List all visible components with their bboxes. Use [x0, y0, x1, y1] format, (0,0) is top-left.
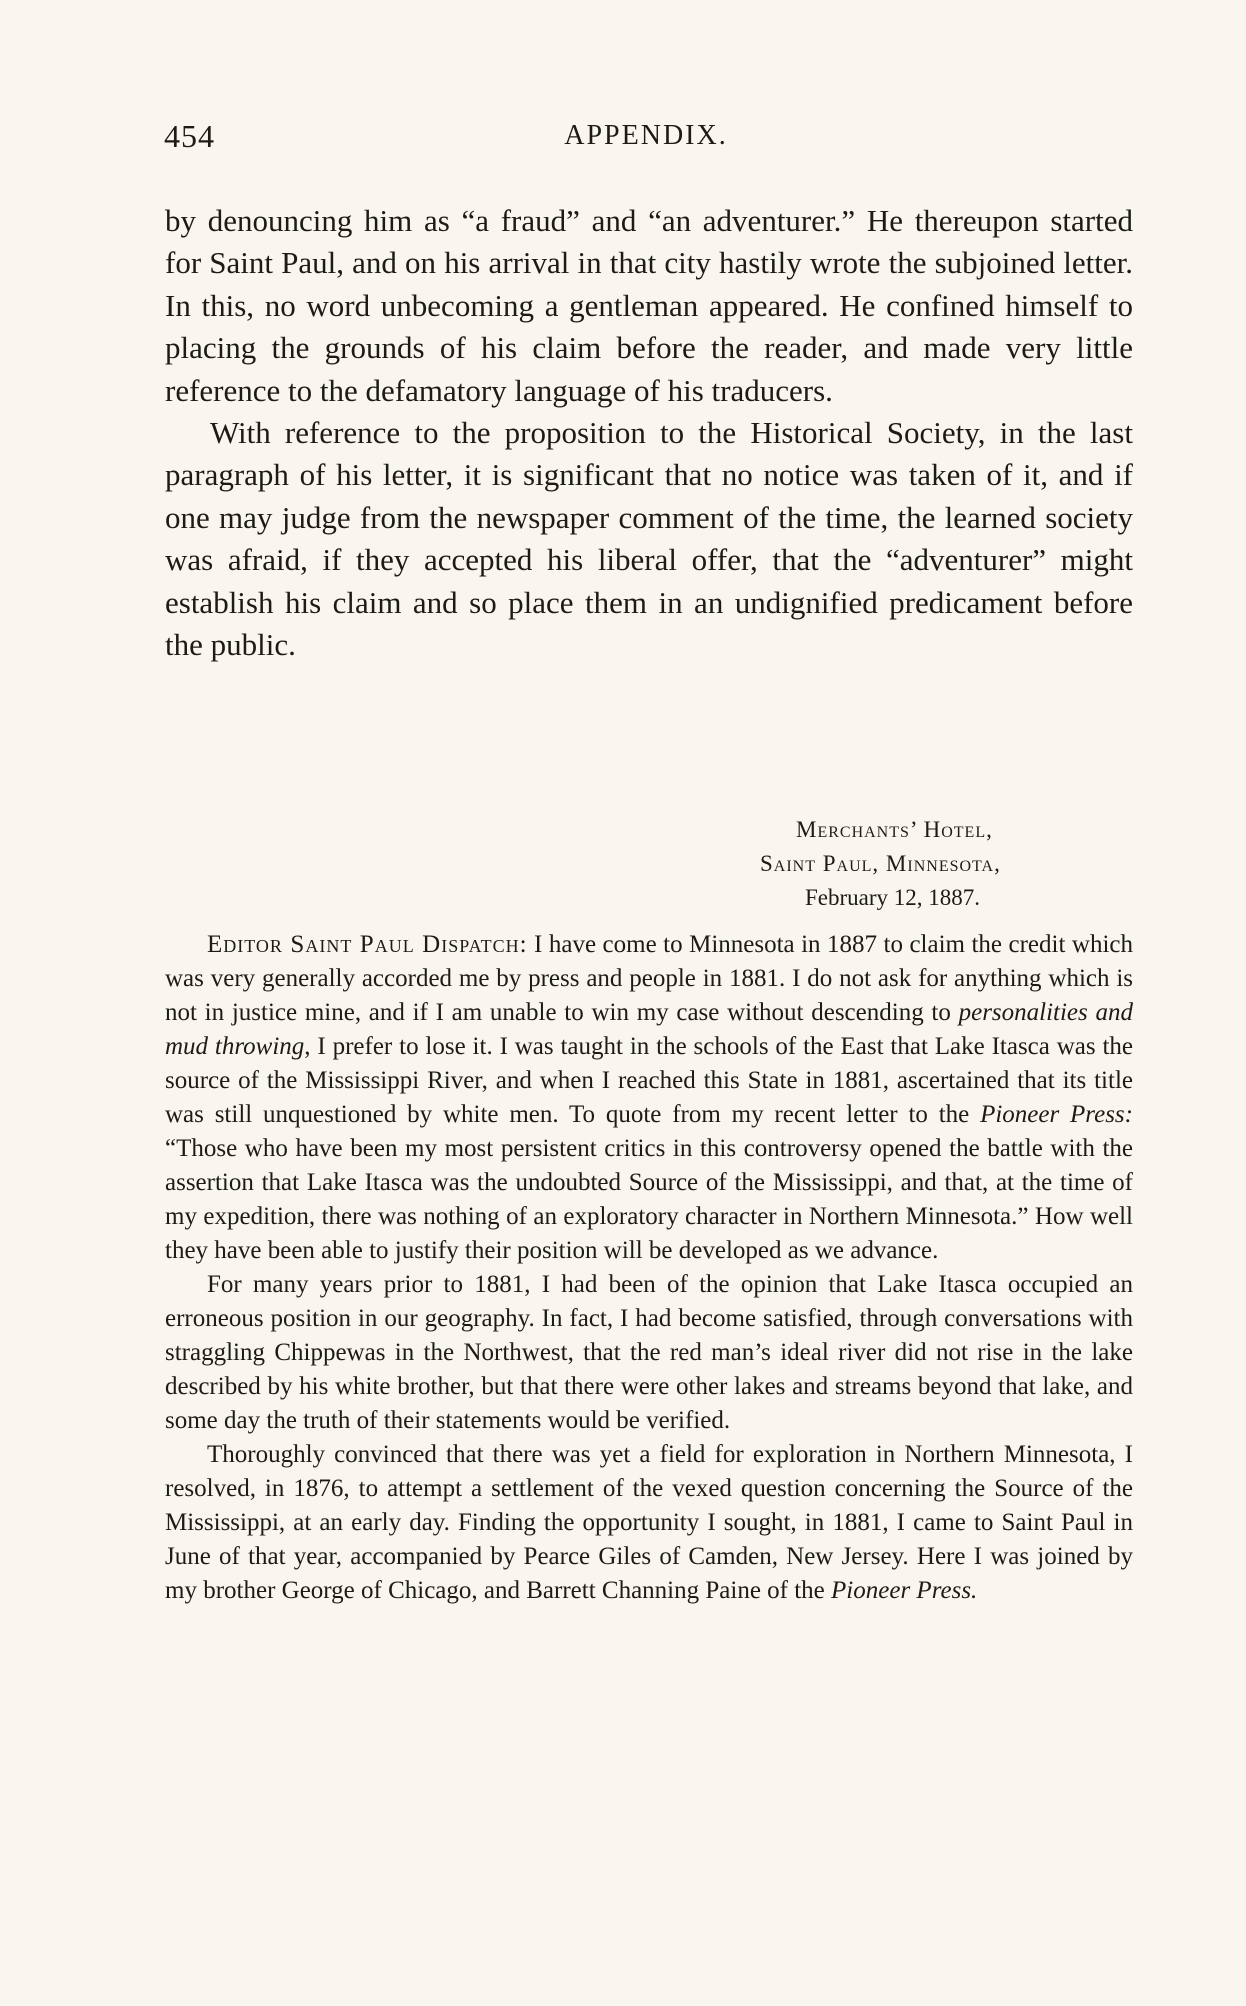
letter-paragraph-3 — [165, 1438, 1133, 1608]
quoted-letter — [165, 928, 1133, 1608]
narrative-text — [165, 200, 1133, 666]
letter-p3-emphasis: Pioneer Press. — [831, 1577, 978, 1604]
letter-salutation: Editor Saint Paul Dispatch: — [207, 931, 528, 958]
narrative-paragraph-2: With reference to the proposition to the Historical Society, in the last paragraph of his letter, it is significant that no notice was taken of it, and if one may judge from the newspaper comment of the time, the learned society was afraid, if they accepted his liberal offer, that the “adventurer” might establish his claim and so place them in an undignified predicament before the public. — [165, 415, 1133, 663]
dateline-date: February 12, 1887. — [805, 885, 981, 910]
letter-dateline — [680, 813, 1100, 915]
narrative-paragraph-1: by denouncing him as “a fraud” and “an adventurer.” He thereupon started for Saint Paul, and on his arrival in that city hastily wrote the subjoined letter. In this, no word unbecoming a gentleman appeared. He confined himself to placing the grounds of his claim before the reader, and made very little reference to the defamatory language of his traducers. — [165, 203, 1133, 408]
letter-paragraph-2: For many years prior to 1881, I had been of the opinion that Lake Itasca occupied an erroneous position in our geography. In fact, I had become satisfied, through conversations with straggling Chippewas in the Northwest, that the red man’s ideal river did not rise in the lake described by his white brother, but that there were other lakes and streams beyond that lake, and some day the truth of their statements would be verified. — [165, 1271, 1133, 1434]
letter-p1-emphasis-1: personalities and mud throwing — [165, 999, 1133, 1060]
letter-p1-emphasis-2: Pioneer Press: — [980, 1101, 1133, 1128]
running-head: APPENDIX. — [564, 120, 728, 151]
letter-p1-text-b: , I prefer to lose it. I was taught in the schools of the East that Lake Itasca was the source of the Mississippi River, and when I reached this State in 1881, ascertained that its title was still unquestioned by white men. To quote from my recent letter to the — [165, 1033, 1134, 1128]
dateline-place: Saint Paul, Minnesota, — [760, 851, 1001, 876]
letter-p3-text-a: Thoroughly convinced that there was yet a field for exploration in Northern Minnesota, I resolved, in 1876, to attempt a settlement of the vexed question concerning the Source of the Mississippi, at an early day. Finding the opportunity I sought, in 1881, I came to Saint Paul in June of that year, accompanied by Pearce Giles of Camden, New Jersey. Here I was joined by my brother George of Chicago, and Barrett Channing Paine of the — [165, 1441, 1133, 1604]
letter-p1-text-c: “Those who have been my most persistent critics in this controversy opened the battle with the assertion that Lake Itasca was the undoubted Source of the Mississippi, and that, at the time of my expedition, there was nothing of an exploratory character in Northern Minnesota.” How well they have been able to justify their position will be developed as we advance. — [165, 1135, 1133, 1264]
dateline-hotel: Merchants’ Hotel, — [796, 817, 993, 842]
page-header — [160, 118, 1132, 158]
letter-p1-text-a: I have come to Minnesota in 1887 to claim the credit which was very generally accorded me by press and people in 1881. I do not ask for anything which is not in justice mine, and if I am unable to win my case without descending to — [165, 931, 1133, 1026]
page-number: 454 — [164, 118, 215, 154]
letter-paragraph-1 — [165, 928, 1133, 1268]
